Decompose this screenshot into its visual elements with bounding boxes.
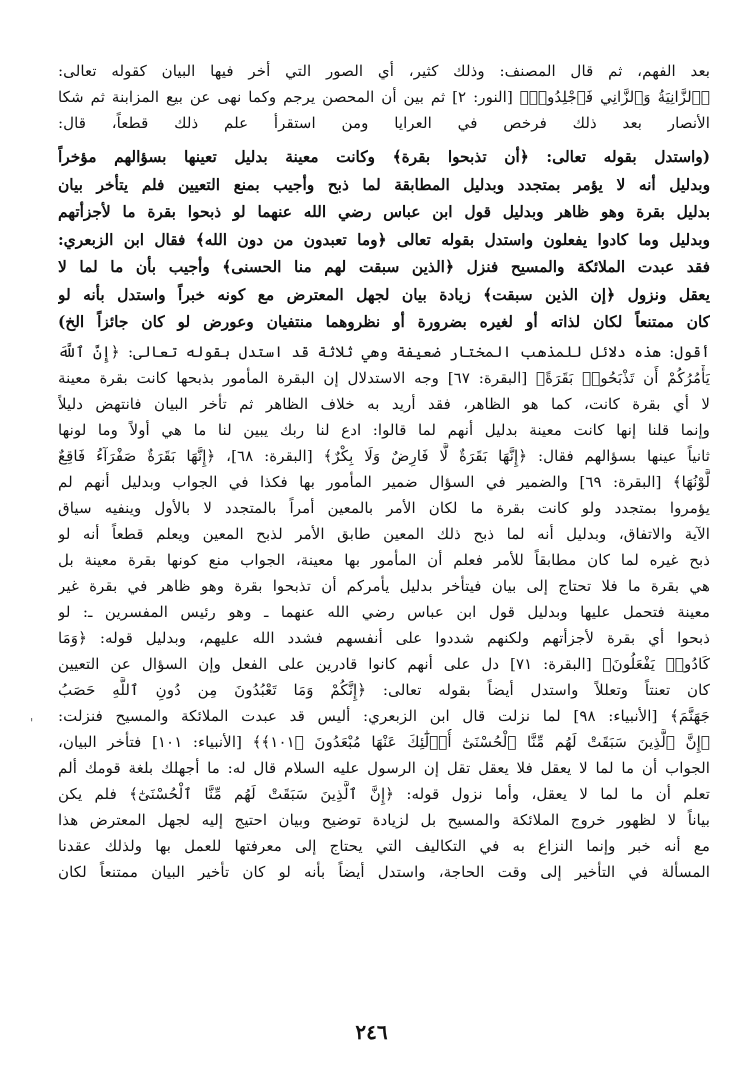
text-line: يؤمروا بمتجدد ولو كانت بقرة ما لكان الأمر بالمعين أمراً بالمتجدد لا بالأول وينفيه سياق <box>58 498 710 517</box>
text-line: (واستدل بقوله تعالى: ﴿أن تذبحوا بقرة﴾ وكانت معينة بدليل تعينها بسؤالهم مؤخراً <box>58 148 710 166</box>
commentary-paragraph <box>58 339 710 885</box>
text-line: فقد عبدت الملائكة والمسيح فنزل ﴿الذين سبقت لهم منا الحسنى﴾ وأجيب بأن ما لما لا <box>58 258 710 276</box>
text-line: بعد الفهم، ثم قال المصنف: وذلك كثير، أي الصور التي أخر فيها البيان كقوله تعالى: <box>58 62 710 80</box>
page-number: ٢٤٦ <box>355 1020 388 1044</box>
text-line: وإنما قلنا إنها كانت معينة بدليل أنهم لما قالوا: ادع لنا ربك يبين لنا ما هي أولاً وما لونها <box>58 420 710 439</box>
text-line: تعلم أن ما لما لا يعقل، وأما نزول قوله: ﴿إِنَّ ٱلَّذِينَ سَبَقَتْ لَهُم مِّنَّا ٱلْحُسْنَىٰٓ﴾ فلم يكن <box>58 784 710 803</box>
text-line: وبدليل أنه لا يؤمر بمتجدد وبدليل المطابقة لما ذبح وأجيب بمنع التعيين فلم يتأخر بيان <box>58 175 710 194</box>
text-line: مع أنه خبر وإنما النزاع به في التكاليف التي يحتاج إلى معرفتها للعمل بها ولذلك عقدنا <box>58 836 710 855</box>
text-line: ثانياً عينها بسؤالهم فقال: ﴿إِنَّهَا بَقَرَةٌ لَّا فَارِضٌ وَلَا بِكْرٌ﴾ [البقرة: ٦٨]، ﴿إِنَّهَا بَقَرَةٌ صَفْرَآءُ فَاقِعٌ <box>58 446 710 465</box>
text-line: المسألة في التأخير إلى وقت الحاجة، واستدل أيضاً بأنه لو كان تأخير البيان ممتنعاً لكان <box>58 862 710 881</box>
text-line: ﴿إِنَّ ٱلَّذِينَ سَبَقَتْ لَهُم مِّنَّا ٱلْحُسْنَىٰٓ أُو۟لَٰٓئِكَ عَنْهَا مُبْعَدُونَ ﴿١٠١﴾﴾ [الأنبياء: ١٠١] فتأخر البيان، <box>58 732 710 751</box>
text-line: بياناً لا لظهور خروج الملائكة والمسيح بل لزيادة توضيح وبيان احتيج إليه لجهل المعترض هذا <box>58 810 710 829</box>
intro-paragraph <box>58 58 710 136</box>
text-line: لَّوْنُهَا﴾ [البقرة: ٦٩] والضمير في السؤال ضمير المأمور بها فكذا في الجواب وبدليل أنهم لم <box>58 472 710 491</box>
text-line: الأنصار بعد ذلك فرخص في العرايا ومن استقرأ علم ذلك قطعاً، قال: <box>58 114 710 132</box>
text-line: ﴿ٱلزَّانِيَةُ وَٱلزَّانِي فَٱجْلِدُوا۟﴾ [النور: ٢] ثم بين أن المحصن يرجم وكما نهى عن بيع المزابنة ثم شكا <box>58 88 710 106</box>
text-line: وبدليل وما كادوا يفعلون واستدل بقوله تعالى ﴿وما تعبدون من دون الله﴾ فقال ابن الزبعري: <box>58 230 710 249</box>
margin-mark: ' <box>30 716 34 730</box>
text-line: ذبحوا أي بقرة لأجزأتهم ولكنهم شددوا على أنفسهم فشدد الله عليهم، وبدليل قوله: ﴿وَمَا <box>58 628 710 647</box>
text-line: أقول: هذه دلائل للمذهب المختار ضعيفة وهي ثلاثة قد استدل بقوله تعالى: ﴿إِنَّ ٱللَّهَ <box>58 342 710 361</box>
text-line: كان ممتنعاً لكان لذاته أو لغيره بضرورة أو نظروهما منتفيان وعورض لو كان جائزاً الخ) <box>58 313 710 331</box>
text-line: كان تعنتاً وتعللاً واستدل أيضاً بقوله تعالى: ﴿إِنَّكُمْ وَمَا تَعْبُدُونَ مِن دُونِ ٱللَّهِ حَصَبُ <box>58 680 710 699</box>
text-line: الجواب أن ما لما لا يعقل فلا يعقل تقل إن الرسول عليه السلام قال له: ما أجهلك بلغة قومك ألم <box>58 758 710 777</box>
text-line: بدليل بقرة وهو ظاهر وبدليل قول ابن عباس رضي الله عنهما لو ذبحوا بقرة ما لأجزأتهم <box>58 203 710 221</box>
text-line: معينة فتحمل عليها وبدليل قول ابن عباس رضي الله عنهما ـ وهو رئيس المفسرين ـ: لو <box>58 602 710 621</box>
text-line: الآية والاتفاق، وبدليل أنه لما ذبح ذلك المعين طابق الأمر لذبح المعين ويعلم قطعاً أنه لو <box>58 524 710 543</box>
text-line: ذبح غيره لما كان مطابقاً للأمر فعلم أن المأمور بها معينة، الجواب منع كونها بقرة معينة بل <box>58 550 710 569</box>
text-line: يَأْمُرُكُمْ أَن تَذْبَحُوا۟ بَقَرَةً﴾ [البقرة: ٦٧] وجه الاستدلال إن البقرة المأمور بذبحها كانت بقرة معينة <box>58 368 710 387</box>
text-line: هي بقرة ما فلا تحتاج إلى بيان فيتأخر بدليل يأمركم أن تذبحوا بقرة وهو ظاهر في بقرة غير <box>58 576 710 595</box>
text-line: جَهَنَّمَ﴾ [الأنبياء: ٩٨] لما نزلت قال ابن الزبعري: أليس قد عبدت الملائكة والمسيح فنزلت: <box>58 706 710 725</box>
text-line: كَادُوا۟ يَفْعَلُونَ﴾ [البقرة: ٧١] دل على أنهم كانوا قادرين على الفعل وإن السؤال عن التعيين <box>58 654 710 673</box>
text-line: لا أي بقرة كانت، كما هو الظاهر، فقد أريد به خلاف الظاهر ثم تأخر البيان فانتهض دليلاً <box>58 394 710 413</box>
text-line: يعقل ونزول ﴿إن الذين سبقت﴾ زيادة بيان لجهل المعترض مع كونه خبراً واستدل بأنه لو <box>58 285 710 304</box>
matn-paragraph <box>58 144 710 337</box>
page-body <box>58 58 710 885</box>
